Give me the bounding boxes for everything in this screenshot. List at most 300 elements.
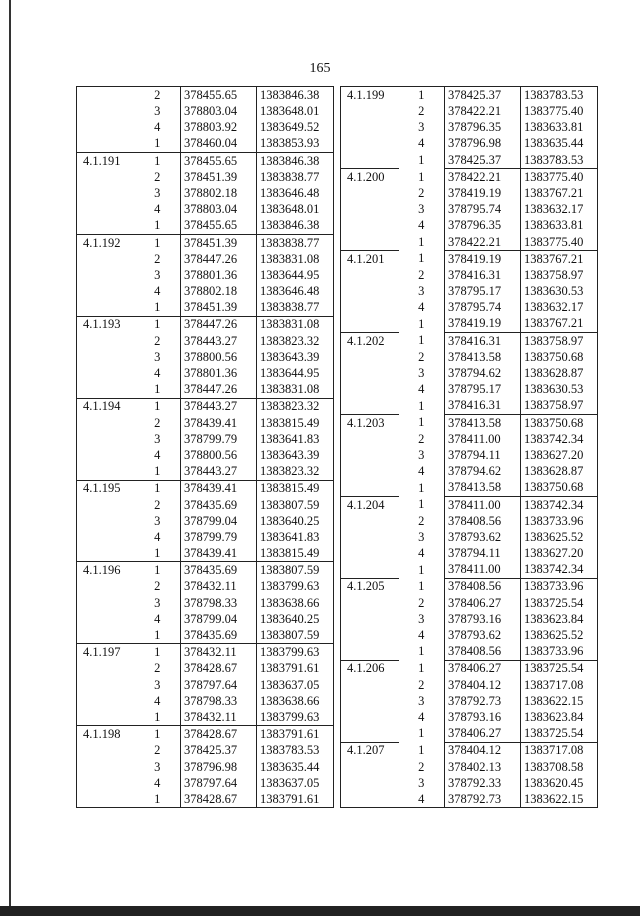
section-number: 4.1.197 — [77, 644, 135, 661]
table-row — [77, 218, 334, 235]
point-number: 3 — [418, 202, 425, 217]
section-number — [341, 595, 399, 611]
y-coordinate: 1383633.81 — [521, 218, 598, 234]
point-number: 3 — [418, 529, 425, 544]
coordinates-table-right-body — [341, 87, 598, 808]
x-coordinate: 378797.64 — [181, 677, 257, 693]
x-coordinate: 378435.69 — [181, 627, 257, 644]
table-row — [77, 579, 334, 595]
table-row — [77, 529, 334, 545]
section-number — [77, 299, 135, 316]
y-coordinate: 1383791.61 — [257, 791, 334, 808]
point-number: 1 — [135, 152, 181, 169]
point-number: 4 — [154, 202, 161, 217]
x-coordinate: 378419.19 — [445, 250, 521, 267]
x-coordinate: 378413.58 — [445, 349, 521, 365]
x-coordinate: 378435.69 — [181, 497, 257, 513]
x-coordinate: 378428.67 — [181, 791, 257, 808]
y-coordinate: 1383799.63 — [257, 644, 334, 661]
y-coordinate: 1383775.40 — [521, 234, 598, 251]
point-number: 2 — [418, 185, 425, 200]
section-number: 4.1.206 — [341, 660, 399, 677]
section-number — [341, 529, 399, 545]
x-coordinate: 378402.13 — [445, 759, 521, 775]
point-number: 1 — [154, 709, 161, 724]
table-row — [77, 299, 334, 316]
x-coordinate: 378798.33 — [181, 595, 257, 611]
table-row — [77, 677, 334, 693]
section-number: 4.1.199 — [341, 87, 399, 104]
y-coordinate: 1383622.15 — [521, 693, 598, 709]
y-coordinate: 1383628.87 — [521, 365, 598, 381]
table-row — [77, 545, 334, 562]
y-coordinate: 1383846.38 — [257, 218, 334, 235]
section-number — [77, 661, 135, 677]
y-coordinate: 1383838.77 — [257, 234, 334, 251]
y-coordinate: 1383815.49 — [257, 480, 334, 497]
x-coordinate: 378432.11 — [181, 709, 257, 726]
x-coordinate: 378404.12 — [445, 742, 521, 759]
x-coordinate: 378408.56 — [445, 643, 521, 660]
table-row — [341, 152, 598, 169]
point-number: 4 — [418, 218, 425, 233]
section-number — [77, 185, 135, 201]
y-coordinate: 1383750.68 — [521, 349, 598, 365]
table-row — [341, 267, 598, 283]
y-coordinate: 1383648.01 — [257, 201, 334, 217]
section-number: 4.1.191 — [77, 152, 135, 169]
y-coordinate: 1383733.96 — [521, 513, 598, 529]
point-number: 3 — [154, 759, 161, 774]
section-number — [77, 611, 135, 627]
table-row — [341, 791, 598, 808]
point-number: 3 — [418, 120, 425, 135]
point-number: 4 — [154, 529, 161, 544]
table-row — [341, 168, 598, 185]
point-number: 4 — [154, 447, 161, 462]
x-coordinate: 378801.36 — [181, 267, 257, 283]
y-coordinate: 1383641.83 — [257, 431, 334, 447]
point-number: 1 — [418, 726, 425, 741]
section-number — [341, 759, 399, 775]
section-number — [77, 415, 135, 431]
table-row — [341, 643, 598, 660]
point-number: 1 — [135, 644, 181, 661]
section-number — [77, 627, 135, 644]
y-coordinate: 1383823.32 — [257, 463, 334, 480]
section-number — [77, 447, 135, 463]
point-number: 3 — [418, 366, 425, 381]
section-number — [77, 267, 135, 283]
table-row — [341, 136, 598, 152]
section-number — [77, 463, 135, 480]
section-number — [341, 152, 399, 169]
section-number — [77, 333, 135, 349]
table-row — [77, 595, 334, 611]
y-coordinate: 1383635.44 — [257, 759, 334, 775]
x-coordinate: 378800.56 — [181, 349, 257, 365]
y-coordinate: 1383622.15 — [521, 791, 598, 808]
section-number — [77, 103, 135, 119]
point-number: 1 — [135, 398, 181, 415]
point-number: 3 — [418, 447, 425, 462]
y-coordinate: 1383831.08 — [257, 251, 334, 267]
y-coordinate: 1383783.53 — [521, 87, 598, 104]
point-number: 3 — [154, 104, 161, 119]
x-coordinate: 378794.11 — [445, 545, 521, 561]
section-number — [341, 480, 399, 497]
point-number: 2 — [418, 759, 425, 774]
y-coordinate: 1383627.20 — [521, 447, 598, 463]
y-coordinate: 1383640.25 — [257, 611, 334, 627]
y-coordinate: 1383831.08 — [257, 316, 334, 333]
y-coordinate: 1383638.66 — [257, 693, 334, 709]
y-coordinate: 1383725.54 — [521, 595, 598, 611]
section-number — [77, 201, 135, 217]
y-coordinate: 1383775.40 — [521, 103, 598, 119]
point-number: 4 — [418, 464, 425, 479]
x-coordinate: 378803.04 — [181, 201, 257, 217]
point-number: 4 — [418, 382, 425, 397]
x-coordinate: 378447.26 — [181, 381, 257, 398]
point-number: 1 — [154, 464, 161, 479]
y-coordinate: 1383623.84 — [521, 611, 598, 627]
x-coordinate: 378411.00 — [445, 431, 521, 447]
point-number: 2 — [154, 415, 161, 430]
point-number: 2 — [418, 595, 425, 610]
point-number: 1 — [154, 218, 161, 233]
table-row — [341, 218, 598, 234]
y-coordinate: 1383758.97 — [521, 332, 598, 349]
y-coordinate: 1383815.49 — [257, 415, 334, 431]
x-coordinate: 378428.67 — [181, 726, 257, 743]
y-coordinate: 1383750.68 — [521, 480, 598, 497]
x-coordinate: 378799.04 — [181, 611, 257, 627]
y-coordinate: 1383750.68 — [521, 414, 598, 431]
x-coordinate: 378794.62 — [445, 365, 521, 381]
table-row — [341, 545, 598, 561]
section-number: 4.1.204 — [341, 496, 399, 513]
table-row — [341, 398, 598, 415]
point-number: 3 — [418, 775, 425, 790]
y-coordinate: 1383799.63 — [257, 579, 334, 595]
point-number: 2 — [135, 87, 181, 104]
y-coordinate: 1383643.39 — [257, 447, 334, 463]
section-number — [341, 381, 399, 397]
table-row — [77, 513, 334, 529]
section-number: 4.1.192 — [77, 234, 135, 251]
section-number — [77, 709, 135, 726]
point-number: 4 — [154, 775, 161, 790]
x-coordinate: 378792.73 — [445, 791, 521, 808]
table-row — [341, 578, 598, 595]
point-number: 1 — [154, 136, 161, 151]
point-number: 2 — [418, 104, 425, 119]
section-number — [77, 775, 135, 791]
section-number — [341, 316, 399, 333]
y-coordinate: 1383632.17 — [521, 299, 598, 315]
table-row — [341, 463, 598, 479]
section-number — [77, 119, 135, 135]
x-coordinate: 378799.04 — [181, 513, 257, 529]
section-number — [341, 283, 399, 299]
point-number: 3 — [418, 693, 425, 708]
scan-edge-left — [9, 0, 11, 916]
section-number — [341, 398, 399, 415]
x-coordinate: 378793.16 — [445, 611, 521, 627]
x-coordinate: 378416.31 — [445, 398, 521, 415]
section-number — [341, 234, 399, 251]
point-number: 4 — [154, 611, 161, 626]
y-coordinate: 1383630.53 — [521, 381, 598, 397]
section-number — [341, 709, 399, 725]
x-coordinate: 378796.35 — [445, 218, 521, 234]
table-row — [341, 87, 598, 104]
coordinates-table-right — [340, 86, 598, 808]
point-number: 4 — [154, 284, 161, 299]
table-row — [77, 333, 334, 349]
point-number: 1 — [418, 316, 425, 331]
y-coordinate: 1383620.45 — [521, 775, 598, 791]
table-row — [341, 759, 598, 775]
section-number — [77, 791, 135, 808]
y-coordinate: 1383815.49 — [257, 545, 334, 562]
y-coordinate: 1383632.17 — [521, 201, 598, 217]
section-number: 4.1.203 — [341, 414, 399, 431]
y-coordinate: 1383807.59 — [257, 562, 334, 579]
table-row — [341, 365, 598, 381]
point-number: 1 — [135, 562, 181, 579]
section-number — [341, 513, 399, 529]
table-row — [77, 398, 334, 415]
table-row — [341, 316, 598, 333]
table-row — [341, 332, 598, 349]
x-coordinate: 378406.27 — [445, 595, 521, 611]
x-coordinate: 378451.39 — [181, 169, 257, 185]
table-row — [77, 661, 334, 677]
section-number — [341, 545, 399, 561]
x-coordinate: 378443.27 — [181, 333, 257, 349]
x-coordinate: 378793.62 — [445, 529, 521, 545]
section-number — [341, 349, 399, 365]
x-coordinate: 378439.41 — [181, 545, 257, 562]
y-coordinate: 1383767.21 — [521, 185, 598, 201]
x-coordinate: 378794.11 — [445, 447, 521, 463]
y-coordinate: 1383628.87 — [521, 463, 598, 479]
x-coordinate: 378439.41 — [181, 415, 257, 431]
point-number: 2 — [154, 497, 161, 512]
y-coordinate: 1383823.32 — [257, 333, 334, 349]
point-number: 3 — [418, 611, 425, 626]
x-coordinate: 378425.37 — [445, 87, 521, 104]
x-coordinate: 378406.27 — [445, 660, 521, 677]
table-row — [341, 742, 598, 759]
x-coordinate: 378422.21 — [445, 234, 521, 251]
point-number: 3 — [154, 431, 161, 446]
x-coordinate: 378796.98 — [181, 759, 257, 775]
y-coordinate: 1383742.34 — [521, 431, 598, 447]
point-number: 2 — [418, 267, 425, 282]
y-coordinate: 1383791.61 — [257, 661, 334, 677]
table-row — [77, 611, 334, 627]
table-row — [77, 103, 334, 119]
x-coordinate: 378460.04 — [181, 136, 257, 153]
y-coordinate: 1383637.05 — [257, 677, 334, 693]
table-row — [77, 562, 334, 579]
point-number: 1 — [418, 743, 425, 758]
section-number — [77, 513, 135, 529]
y-coordinate: 1383799.63 — [257, 709, 334, 726]
y-coordinate: 1383831.08 — [257, 381, 334, 398]
table-row — [341, 283, 598, 299]
point-number: 1 — [154, 628, 161, 643]
x-coordinate: 378795.17 — [445, 283, 521, 299]
x-coordinate: 378802.18 — [181, 283, 257, 299]
section-number — [341, 463, 399, 479]
table-row — [341, 709, 598, 725]
x-coordinate: 378443.27 — [181, 398, 257, 415]
x-coordinate: 378795.74 — [445, 299, 521, 315]
section-number: 4.1.200 — [341, 168, 399, 185]
table-row — [77, 463, 334, 480]
y-coordinate: 1383635.44 — [521, 136, 598, 152]
table-row — [341, 349, 598, 365]
point-number: 4 — [418, 628, 425, 643]
x-coordinate: 378422.21 — [445, 168, 521, 185]
table-row — [77, 726, 334, 743]
x-coordinate: 378408.56 — [445, 578, 521, 595]
point-number: 3 — [154, 267, 161, 282]
y-coordinate: 1383625.52 — [521, 627, 598, 643]
section-number — [77, 136, 135, 153]
table-row — [341, 414, 598, 431]
section-number — [341, 677, 399, 693]
table-row — [341, 480, 598, 497]
x-coordinate: 378795.17 — [445, 381, 521, 397]
section-number — [341, 365, 399, 381]
point-number: 1 — [399, 87, 445, 104]
table-row — [341, 529, 598, 545]
table-row — [341, 677, 598, 693]
y-coordinate: 1383717.08 — [521, 677, 598, 693]
x-coordinate: 378432.11 — [181, 579, 257, 595]
y-coordinate: 1383758.97 — [521, 398, 598, 415]
point-number: 1 — [418, 333, 425, 348]
y-coordinate: 1383742.34 — [521, 496, 598, 513]
x-coordinate: 378416.31 — [445, 267, 521, 283]
y-coordinate: 1383627.20 — [521, 545, 598, 561]
point-number: 1 — [418, 169, 425, 184]
section-number — [341, 791, 399, 808]
section-number — [77, 251, 135, 267]
point-number: 4 — [418, 300, 425, 315]
y-coordinate: 1383838.77 — [257, 169, 334, 185]
section-number — [341, 643, 399, 660]
table-row — [341, 595, 598, 611]
x-coordinate: 378413.58 — [445, 414, 521, 431]
section-number — [341, 775, 399, 791]
y-coordinate: 1383783.53 — [521, 152, 598, 169]
table-row — [341, 725, 598, 742]
table-row — [341, 299, 598, 315]
point-number: 4 — [399, 791, 445, 808]
section-number: 4.1.205 — [341, 578, 399, 595]
table-row — [77, 119, 334, 135]
x-coordinate: 378411.00 — [445, 496, 521, 513]
section-number — [341, 201, 399, 217]
y-coordinate: 1383838.77 — [257, 299, 334, 316]
x-coordinate: 378803.04 — [181, 103, 257, 119]
x-coordinate: 378798.33 — [181, 693, 257, 709]
section-number — [77, 529, 135, 545]
table-row — [77, 251, 334, 267]
point-number: 2 — [154, 579, 161, 594]
section-number — [341, 299, 399, 315]
point-number: 1 — [418, 251, 425, 266]
y-coordinate: 1383643.39 — [257, 349, 334, 365]
point-number: 3 — [154, 349, 161, 364]
x-coordinate: 378794.62 — [445, 463, 521, 479]
point-number: 2 — [418, 513, 425, 528]
point-number: 1 — [135, 316, 181, 333]
x-coordinate: 378800.56 — [181, 447, 257, 463]
x-coordinate: 378413.58 — [445, 480, 521, 497]
x-coordinate: 378425.37 — [445, 152, 521, 169]
point-number: 1 — [418, 415, 425, 430]
point-number: 1 — [418, 644, 425, 659]
y-coordinate: 1383725.54 — [521, 725, 598, 742]
y-coordinate: 1383649.52 — [257, 119, 334, 135]
point-number: 1 — [135, 791, 181, 808]
y-coordinate: 1383758.97 — [521, 267, 598, 283]
y-coordinate: 1383767.21 — [521, 316, 598, 333]
point-number: 1 — [418, 562, 425, 577]
section-number — [77, 579, 135, 595]
point-number: 2 — [154, 169, 161, 184]
table-row — [341, 381, 598, 397]
section-number — [341, 136, 399, 152]
table-row — [77, 743, 334, 759]
table-row — [341, 660, 598, 677]
x-coordinate: 378435.69 — [181, 562, 257, 579]
section-number: 4.1.193 — [77, 316, 135, 333]
x-coordinate: 378793.16 — [445, 709, 521, 725]
x-coordinate: 378447.26 — [181, 316, 257, 333]
table-row — [341, 185, 598, 201]
page-number: 165 — [309, 61, 331, 76]
point-number: 3 — [154, 595, 161, 610]
x-coordinate: 378796.35 — [445, 119, 521, 135]
table-row — [77, 185, 334, 201]
y-coordinate: 1383630.53 — [521, 283, 598, 299]
point-number: 3 — [154, 677, 161, 692]
section-number — [341, 119, 399, 135]
y-coordinate: 1383846.38 — [257, 152, 334, 169]
point-number: 4 — [154, 366, 161, 381]
point-number: 1 — [418, 152, 425, 167]
table-row — [77, 791, 334, 808]
x-coordinate: 378802.18 — [181, 185, 257, 201]
x-coordinate: 378793.62 — [445, 627, 521, 643]
table-row — [77, 234, 334, 251]
section-number — [341, 627, 399, 643]
table-row — [77, 693, 334, 709]
point-number: 4 — [154, 693, 161, 708]
table-row — [77, 283, 334, 299]
point-number: 2 — [418, 677, 425, 692]
x-coordinate: 378792.73 — [445, 693, 521, 709]
y-coordinate: 1383823.32 — [257, 398, 334, 415]
